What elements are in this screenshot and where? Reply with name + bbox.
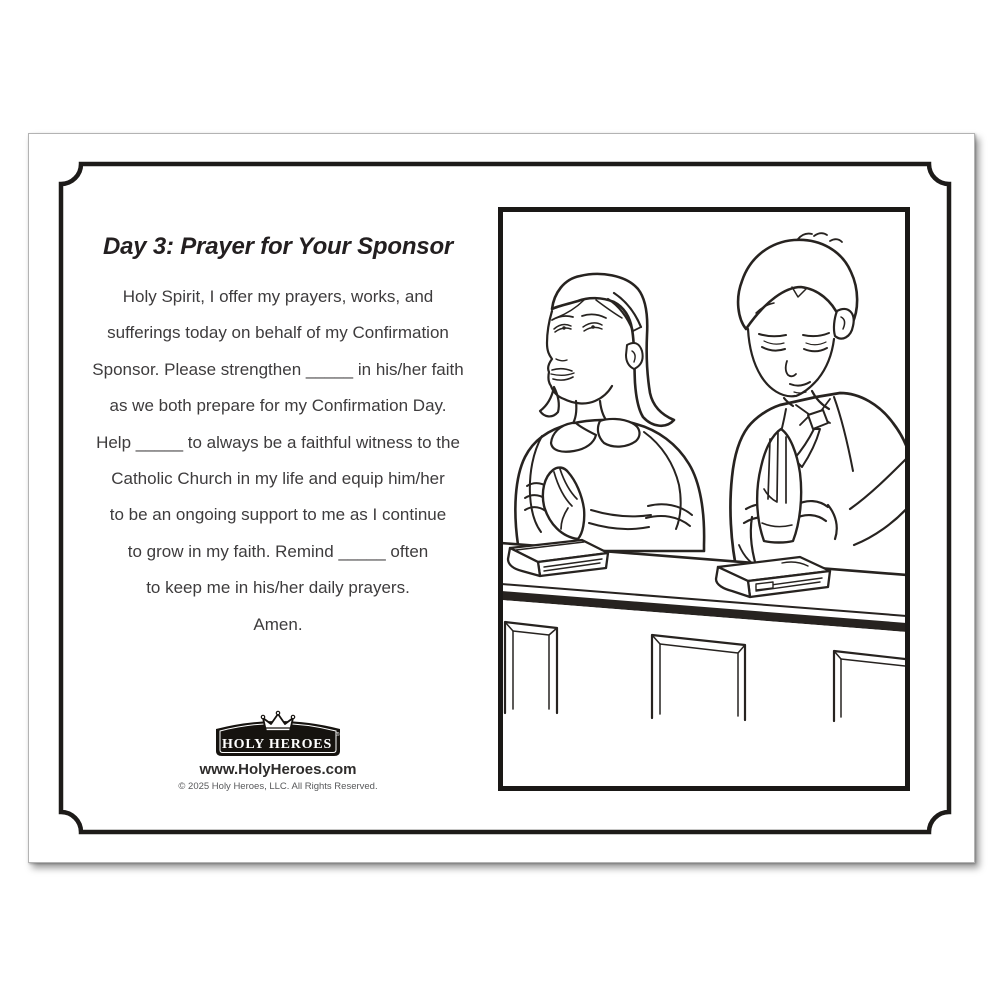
prayer-line: Catholic Church in my life and equip him/her (111, 468, 445, 488)
pew (501, 543, 907, 789)
holy-heroes-logo (212, 710, 344, 760)
logo-trademark: ® (336, 732, 340, 738)
website-url: www.HolyHeroes.com (199, 761, 357, 778)
coloring-illustration (496, 205, 912, 793)
prayer-line: Amen. (253, 614, 303, 634)
prayer-line: to grow in my faith. Remind _____ often (127, 541, 429, 561)
prayer-line: Help _____ to always be a faithful witness to the (96, 432, 460, 452)
prayer-line: Holy Spirit, I offer my prayers, works, and (122, 287, 434, 306)
prayer-line: to keep me in his/her daily prayers. (146, 578, 410, 598)
prayer-book-left (508, 540, 608, 576)
crown-icon (261, 711, 294, 731)
prayer-text (68, 279, 488, 643)
page-title: Day 3: Prayer for Your Sponsor (102, 233, 454, 260)
prayer-line: to be an ongoing support to me as I continue (109, 505, 447, 525)
prayer-line: as we both prepare for my Confirmation Day. (109, 396, 447, 416)
footer (68, 710, 488, 793)
logo-badge-text: HOLY HEROES (221, 737, 333, 752)
worksheet-page (28, 133, 975, 863)
copyright-text: © 2025 Holy Heroes, LLC. All Rights Reserved. (178, 781, 378, 792)
prayer-line: sufferings today on behalf of my Confirmation (107, 323, 449, 343)
prayer-line: Sponsor. Please strengthen _____ in his/her faith (92, 359, 464, 379)
